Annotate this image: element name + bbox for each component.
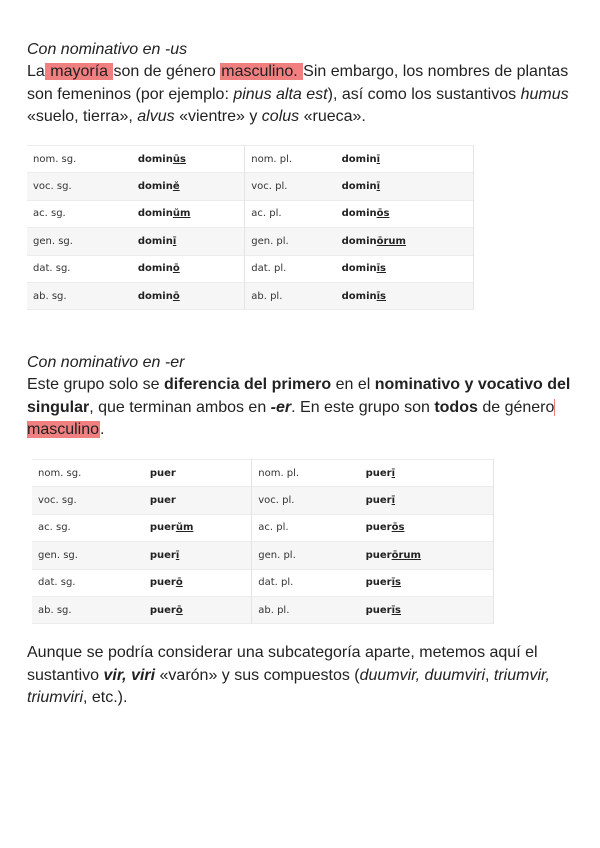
form-stem: puer: [365, 577, 392, 589]
case-form: [360, 569, 494, 596]
form-ending: ī: [376, 153, 381, 165]
section-paragraph: [27, 374, 572, 442]
form-stem: puer: [365, 549, 392, 561]
highlight: masculino.: [221, 63, 303, 80]
case-label: voc. sg.: [32, 487, 144, 514]
text-run: son de género: [113, 63, 221, 80]
table-row: [32, 514, 494, 541]
table-row: [27, 200, 474, 227]
text-run: ), así como los sustantivos: [327, 85, 521, 103]
case-label: gen. pl.: [245, 228, 336, 255]
case-form: [360, 487, 494, 514]
text-run: , que terminan ambos en: [89, 398, 271, 416]
case-label: ac. pl.: [251, 208, 282, 220]
section-us: [27, 39, 572, 129]
form-ending: īs: [391, 604, 402, 616]
italic-text: pinus alta est: [233, 85, 328, 103]
form-ending: ŭm: [175, 522, 194, 534]
bold-text: todos: [434, 398, 478, 416]
form-ending: ĕ: [172, 181, 180, 193]
text-run: .: [100, 421, 105, 438]
form-stem: puer: [149, 522, 176, 534]
text-run: Este grupo solo se: [27, 376, 164, 393]
section-heading: Con nominativo en -us: [27, 41, 188, 58]
form-stem: domin: [137, 181, 173, 193]
case-form: [132, 200, 245, 227]
text-run: , etc.).: [83, 689, 128, 706]
case-form: [360, 514, 494, 541]
form-ending: ōs: [391, 522, 405, 534]
text-run: Aunque se podría considerar una subcategoría aparte, metemos aquí el sustantivo: [27, 644, 538, 684]
bold-text: nominativo y vocativo del singular: [27, 376, 571, 416]
case-form: [132, 228, 245, 255]
form-stem: domin: [341, 290, 377, 302]
text-run: . En este grupo son: [291, 398, 435, 416]
case-form: [360, 542, 494, 569]
case-label: nom. pl.: [251, 153, 293, 165]
case-label: gen. sg.: [32, 542, 144, 569]
case-form: [144, 569, 252, 596]
case-form: [144, 514, 252, 541]
case-label: voc. pl.: [252, 487, 360, 514]
italic-text: duumvir, duumviri: [359, 666, 485, 684]
highlight: mayoría: [45, 63, 113, 80]
table-row: [27, 146, 474, 173]
case-label: gen. pl.: [252, 542, 360, 569]
section-heading: Con nominativo en -er: [27, 354, 185, 371]
case-label: gen. sg.: [27, 228, 132, 255]
case-label: nom. pl.: [258, 467, 300, 479]
text-run: de género: [477, 398, 555, 416]
form-ending: īs: [376, 263, 387, 275]
highlight: masculino: [27, 399, 555, 439]
section-paragraph: [27, 61, 572, 129]
declension-table-us: [27, 145, 474, 310]
case-label: ac. pl.: [258, 522, 289, 534]
bold-italic-text: vir, viri: [103, 666, 156, 684]
case-form: [336, 228, 474, 255]
form-stem: domin: [341, 235, 377, 247]
text-run: «suelo, tierra»,: [27, 108, 138, 125]
form-stem: domin: [341, 208, 377, 220]
case-form: [360, 460, 494, 487]
case-form: [144, 487, 252, 514]
form-ending: ŭm: [172, 208, 191, 220]
case-form: [132, 173, 245, 200]
form-ending: ī: [391, 467, 396, 479]
case-form: [144, 596, 252, 623]
section-er: [27, 352, 572, 442]
form-ending: ōrum: [376, 235, 406, 247]
form-stem: domin: [137, 153, 173, 165]
closing-section: [27, 642, 572, 710]
case-form: [144, 460, 252, 487]
form-stem: puer: [149, 549, 176, 561]
form-stem: domin: [137, 235, 173, 247]
case-form: [336, 146, 474, 173]
case-label: voc. sg.: [27, 173, 132, 200]
form-ending: ō: [175, 577, 183, 589]
case-label: dat. pl.: [258, 577, 294, 589]
form-stem: domin: [137, 208, 173, 220]
form-stem: puer: [365, 495, 392, 507]
table-row: [27, 282, 474, 309]
case-label: nom. sg.: [33, 153, 77, 165]
form-ending: ō: [172, 290, 180, 302]
text-run: «vientre» y: [174, 108, 262, 125]
italic-text: humus: [520, 85, 569, 103]
case-label: ab. pl.: [245, 282, 336, 309]
form-ending: ōrum: [391, 549, 421, 561]
form-stem: puer: [149, 495, 176, 507]
italic-text: colus: [261, 108, 300, 125]
italic-text: triumvir, triumviri: [27, 666, 550, 706]
declension-table-er: [32, 459, 494, 624]
closing-paragraph: [27, 642, 572, 710]
case-label: dat. pl.: [251, 263, 287, 275]
form-stem: domin: [341, 153, 377, 165]
bold-italic-text: -er: [270, 398, 292, 416]
case-form: [132, 255, 245, 282]
form-stem: domin: [341, 263, 377, 275]
case-form: [336, 282, 474, 309]
case-label: ac. sg.: [33, 208, 66, 220]
case-form: [336, 255, 474, 282]
table-row: [32, 569, 494, 596]
form-stem: domin: [341, 181, 377, 193]
case-label: dat. sg.: [33, 263, 71, 275]
case-form: [132, 146, 245, 173]
form-ending: ūs: [172, 153, 186, 165]
case-label: voc. pl.: [245, 173, 336, 200]
case-form: [360, 596, 494, 623]
case-label: ab. sg.: [27, 282, 132, 309]
form-ending: ī: [175, 549, 180, 561]
case-form: [144, 542, 252, 569]
form-ending: īs: [391, 577, 402, 589]
form-stem: puer: [149, 577, 176, 589]
form-ending: ī: [376, 181, 381, 193]
form-ending: ō: [175, 604, 183, 616]
form-stem: puer: [149, 604, 176, 616]
text-run: La: [27, 63, 45, 80]
case-form: [132, 282, 245, 309]
form-stem: puer: [365, 467, 392, 479]
form-stem: domin: [137, 290, 173, 302]
table-row: [32, 542, 494, 569]
text-run: en el: [331, 376, 375, 393]
case-form: [336, 173, 474, 200]
table-row: [27, 255, 474, 282]
form-ending: ī: [391, 495, 396, 507]
text-run: «rueca».: [299, 108, 366, 125]
form-ending: īs: [376, 290, 387, 302]
case-label: ab. pl.: [252, 596, 360, 623]
case-label: ab. sg.: [32, 596, 144, 623]
case-label: ac. sg.: [38, 522, 71, 534]
italic-text: alvus: [137, 108, 175, 125]
table-row: [32, 487, 494, 514]
form-stem: puer: [365, 604, 392, 616]
form-ending: ī: [172, 235, 177, 247]
case-form: [336, 200, 474, 227]
text-run: «varón» y sus compuestos (: [155, 666, 360, 684]
form-stem: domin: [137, 263, 173, 275]
table-row: [32, 460, 494, 487]
bold-text: diferencia del primero: [163, 376, 332, 393]
form-stem: puer: [149, 467, 176, 479]
table-row: [32, 596, 494, 623]
text-run: Sin embargo, los nombres de plantas son femeninos (por ejemplo:: [27, 63, 569, 103]
table-row: [27, 173, 474, 200]
form-stem: puer: [365, 522, 392, 534]
text-run: ,: [485, 666, 494, 684]
form-ending: ōs: [376, 208, 390, 220]
case-label: nom. sg.: [38, 467, 82, 479]
form-ending: ō: [172, 263, 180, 275]
case-label: dat. sg.: [38, 577, 76, 589]
table-row: [27, 228, 474, 255]
